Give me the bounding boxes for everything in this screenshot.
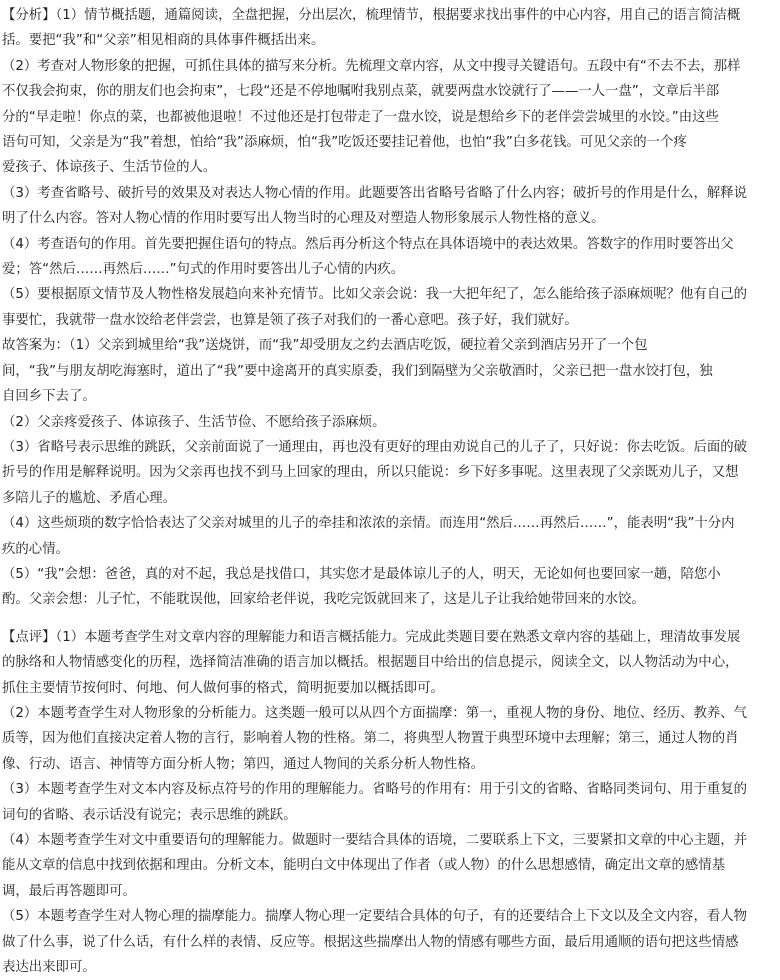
text-line: （5）要根据原文情节及人物性格发展趋向来补充情节。比如父亲会说：我一大把年纪了，怎么能给孩子添麻烦呢？他有自己的	[2, 287, 747, 303]
text-line: 的脉络和人物情感变化的历程，选择简洁准确的语言加以概括。根据题目中给出的信息提示，阅读全文，以人物活动为中心，	[2, 655, 739, 671]
text-line: 疚的心情。	[2, 541, 69, 557]
text-line: 分的“早走啦！你点的菜，也都被他退啦！不过他还是打包带走了一盘水饺，说是想给乡下的老伴尝尝城里的水饺。”由这些	[2, 109, 719, 125]
text-line: 爱；答“然后……再然后……”句式的作用时要答出儿子心情的内疚。	[2, 262, 405, 278]
text-line: 多陪儿子的尴尬、矛盾心理。	[2, 490, 177, 506]
text-line: （2）本题考查学生对人物形象的分析能力。这类题一般可以从四个方面揣摩：第一，重视人物的身份、地位、经历、教养、气	[2, 705, 747, 721]
text-line: 语句可知，父亲是为“我”着想，怕给“我”添麻烦，怕“我”吃饭还要挂记着他，也怕“我”白多花钱。可见父亲的一个疼	[2, 135, 687, 151]
text-line: 故答案为：（1）父亲到城里给“我”送烧饼，而“我”却受朋友之约去酒店吃饭，硬拉着父亲到酒店另开了一个包	[2, 338, 648, 354]
text-line: （3）省略号表示思维的跳跃，父亲前面说了一通理由，再也没有更好的理由劝说自己的儿子了，只好说：你去吃饭。后面的破	[2, 439, 747, 455]
text-line: 像、行动、语言、神情等方面分析人物；第四，通过人物间的关系分析人物性格。	[2, 756, 485, 772]
text-line: 括。要把“我”和“父亲”相见相商的具体事件概括出来。	[2, 33, 325, 49]
text-line: （4）考查语句的作用。首先要把握住语句的特点。然后再分析这个特点在具体语境中的表达效果。答数字的作用时要答出父	[2, 236, 734, 252]
text-line: 酌。父亲会想：儿子忙，不能耽误他，回家给老伴说，我吃完饭就回来了，这是儿子让我给她带回来的水饺。	[2, 592, 645, 608]
text-line: 间，“我”与朋友胡吃海塞时，道出了“我”要中途离开的真实原委，我们到隔壁为父亲敬酒时，父亲已把一盘水饺打包，独	[2, 363, 713, 379]
text-line: 不仅我会拘束，你的朋友们也会拘束”，七段“还是不停地嘱咐我别点菜，就要两盘水饺就行了——一人一盘”，文章后半部	[2, 84, 720, 100]
text-line: （5）本题考查学生对人物心理的揣摩能力。揣摩人物心理一定要结合具体的句子，有的还要结合上下文以及全文内容，看人物	[2, 909, 747, 925]
analysis-text	[2, 3, 778, 613]
text-line: 明了什么内容。答对人物心情的作用时要写出人物当时的心理及对塑造人物形象展示人物性格的意义。	[2, 211, 605, 227]
document-body	[2, 3, 778, 980]
text-line: 事要忙，我就带一盘水饺给老伴尝尝，也算是领了孩子对我们的一番心意吧。孩子好，我们就好。	[2, 312, 578, 328]
text-line: 抓住主要情节按何时、何地、何人做何事的格式，简明扼要加以概括即可。	[2, 680, 444, 696]
text-line: （3）本题考查学生对文本内容及标点符号的作用的理解能力。省略号的作用有：用于引文的省略、省略同类词句、用于重复的	[2, 782, 747, 798]
text-line: 调，最后再答题即可。	[2, 883, 136, 899]
text-line: 质等，因为他们直接决定着人物的言行，影响着人物的性格。第二，将典型人物置于典型环境中去理解；第三，通过人物的肖	[2, 731, 739, 747]
text-line: （2）考查对人物形象的把握，可抓住具体的描写来分析。先梳理文章内容，从文中搜寻关键语句。五段中有“不去不去，那样	[2, 58, 741, 74]
text-line: （2）父亲疼爱孩子、体谅孩子、生活节俭、不愿给孩子添麻烦。	[2, 414, 386, 430]
text-line: 自回乡下去了。	[2, 389, 96, 405]
text-line: 表达出来即可。	[2, 960, 96, 976]
text-line: （3）考查省略号、破折号的效果及对表达人物心情的作用。此题要答出省略号省略了什么内容；破折号的作用是什么，解释说	[2, 185, 747, 201]
commentary-section	[2, 625, 778, 980]
text-line: 做了什么事，说了什么话，有什么样的表情、反应等。根据这些揣摩出人物的情感有哪些方面，最后用通顺的语句把这些情感	[2, 934, 739, 950]
text-line: 词句的省略、表示话没有说完；表示思维的跳跃。	[2, 807, 297, 823]
text-line: 【点评】（1）本题考查学生对文章内容的理解能力和语言概括能力。完成此类题目要在熟悉文章内容的基础上，理清故事发展	[2, 629, 741, 645]
text-line: （4）本题考查学生对文中重要语句的理解能力。做题时一要结合具体的语境，二要联系上下文，三要紧扣文章的中心主题，并	[2, 833, 747, 848]
text-line: 【分析】（1）情节概括题，通篇阅读，全盘把握，分出层次，梳理情节，根据要求找出事件的中心内容，用自己的语言简洁概	[2, 8, 741, 23]
commentary-text	[2, 625, 778, 980]
text-line: 能从文章的信息中找到依据和理由。分析文本，能明白文中体现出了作者（或人物）的什么思想感情，确定出文章的感情基	[2, 858, 726, 874]
text-line: （5）“我”会想：爸爸，真的对不起，我总是找借口，其实您才是最体谅儿子的人，明天，无论如何也要回家一趟，陪您小	[2, 566, 721, 582]
analysis-section	[2, 3, 778, 613]
text-line: 折号的作用是解释说明。因为父亲再也找不到马上回家的理由，所以只能说：乡下好多事呢。这里表现了父亲既劝儿子，又想	[2, 465, 739, 481]
text-line: （4）这些烦琐的数字恰恰表达了父亲对城里的儿子的牵挂和浓浓的亲情。而连用“然后……再然后……”，能表明“我”十分内	[2, 516, 735, 532]
text-line: 爱孩子、体谅孩子、生活节俭的人。	[2, 160, 217, 176]
